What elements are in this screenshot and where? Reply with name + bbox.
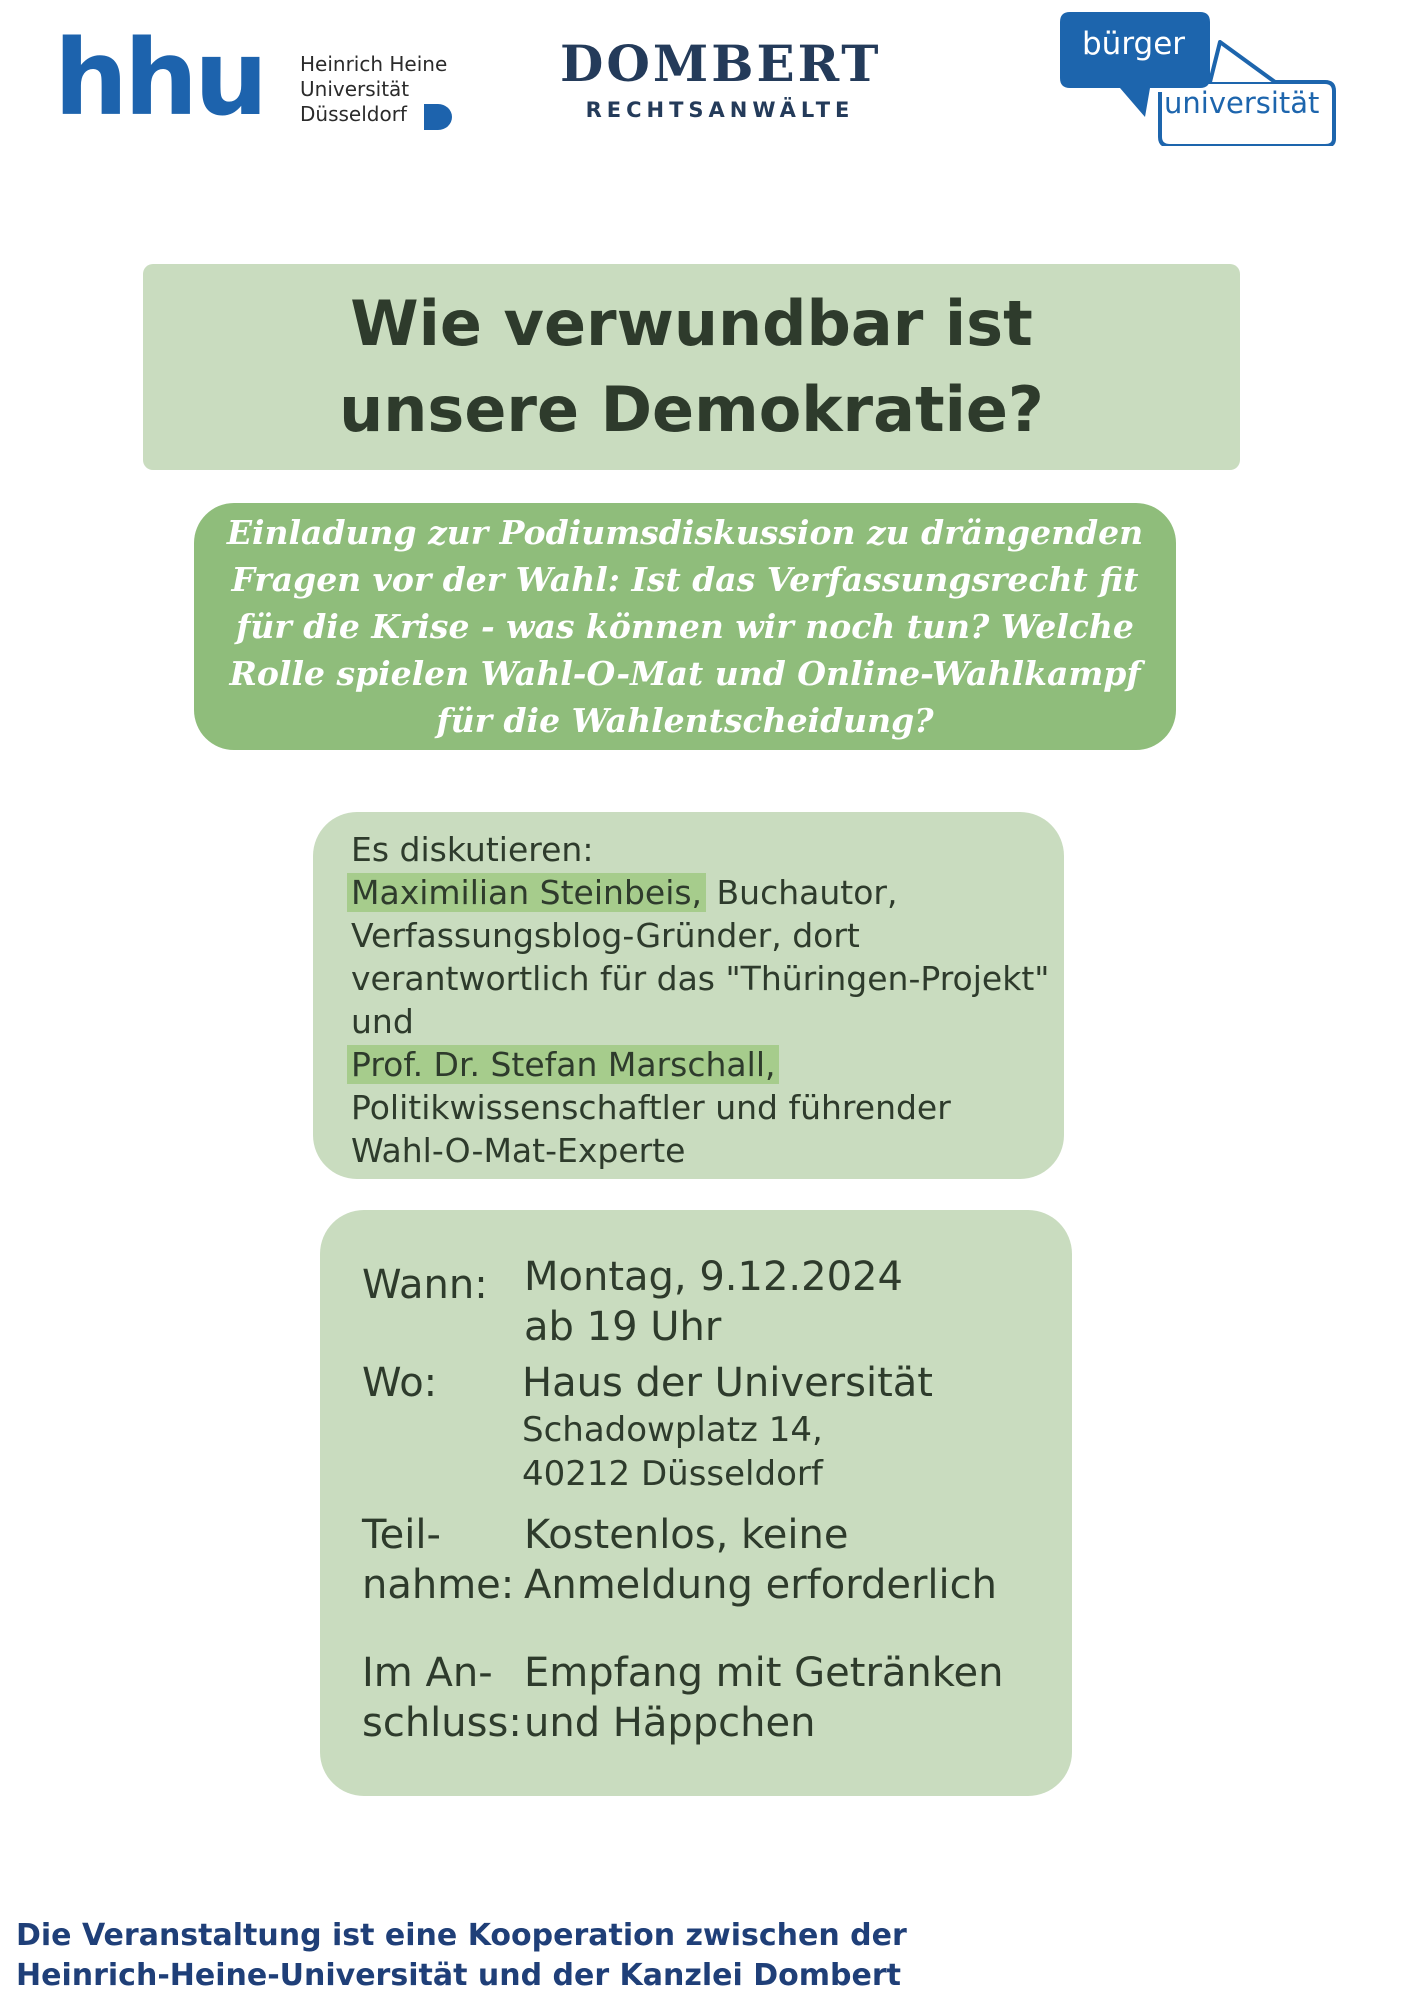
event-details-box <box>320 1210 1072 1796</box>
details-value-when-time: ab 19 Uhr <box>524 1304 722 1350</box>
details-label-participation <box>362 1510 517 1610</box>
hhu-logo-tab-icon <box>424 104 454 130</box>
details-label-when: Wann: <box>362 1262 488 1308</box>
details-value-afterwards-line2: und Häppchen <box>524 1700 816 1746</box>
panelists-heading: Es diskutieren: <box>351 830 594 869</box>
svg-text:hhu: hhu <box>54 30 265 122</box>
dombert-logo <box>560 34 882 122</box>
details-label-where: Wo: <box>362 1360 438 1406</box>
panelist-1-name: Maximilian Steinbeis, <box>347 873 706 912</box>
details-value-afterwards <box>524 1648 1054 1748</box>
page-title-line: unsere Demokratie? <box>339 373 1044 446</box>
hhu-logo-line: Universität <box>300 77 410 101</box>
panelist-1 <box>351 871 1051 1043</box>
dombert-logo-name: DOMBERT <box>560 34 882 93</box>
footer-line: Die Veranstaltung ist eine Kooperation zwischen der <box>16 1918 907 1953</box>
hhu-logo-line: Düsseldorf <box>300 102 407 126</box>
invitation-box <box>194 503 1176 750</box>
page-title <box>312 281 1072 453</box>
dombert-logo-subtitle: RECHTSANWÄLTE <box>585 98 855 122</box>
footer-line: Heinrich-Heine-Universität und der Kanzlei Dombert <box>16 1958 901 1993</box>
hhu-logo <box>54 30 279 122</box>
details-value-where-venue: Haus der Universität <box>522 1360 933 1406</box>
buergeruniversitaet-logo-word1: bürger <box>1082 26 1186 62</box>
details-label-afterwards <box>362 1648 522 1748</box>
panelist-1-role: Buchautor, Verfassungsblog-Gründer, dort verantwortlich für das "Thüringen-Projekt" und <box>351 873 1050 1041</box>
details-label-participation-part1: Teil- <box>362 1512 441 1558</box>
details-value-participation <box>524 1510 1054 1610</box>
panelist-2-role: Politikwissenschaftler und führender Wahl-O-Mat-Experte <box>351 1088 951 1170</box>
details-value-where-street: Schadowplatz 14, <box>522 1410 823 1450</box>
details-value-afterwards-line1: Empfang mit Getränken <box>524 1650 1004 1696</box>
details-value-participation-line1: Kostenlos, keine <box>524 1512 849 1558</box>
title-box <box>143 264 1240 470</box>
details-value-where-city: 40212 Düsseldorf <box>522 1454 823 1494</box>
details-value-where <box>522 1358 1052 1496</box>
details-value-when <box>524 1252 1054 1352</box>
buergeruniversitaet-logo-word2: universität <box>1164 86 1320 120</box>
hhu-logo-mark <box>54 30 279 122</box>
details-label-participation-part2: nahme: <box>362 1562 515 1608</box>
footer-cooperation-note <box>16 1916 1116 1996</box>
panelist-2-name: Prof. Dr. Stefan Marschall, <box>347 1045 779 1084</box>
panelists-text <box>351 828 1051 1172</box>
invitation-text: Einladung zur Podiumsdiskussion zu drängenden Fragen vor der Wahl: Ist das Verfassungsrecht fit für die Krise - was können wir noch tun? Welche Rolle spielen Wahl-O-Mat und Online-Wahlkampf für die Wahlentscheidung? <box>226 513 1144 740</box>
details-label-afterwards-part1: Im An- <box>362 1650 493 1696</box>
page-title-line: Wie verwundbar ist <box>350 287 1033 360</box>
panelist-2 <box>351 1043 1051 1172</box>
details-value-when-date: Montag, 9.12.2024 <box>524 1254 903 1300</box>
hhu-logo-line: Heinrich Heine <box>300 52 448 76</box>
details-label-afterwards-part2: schluss: <box>362 1700 522 1746</box>
details-value-participation-line2: Anmeldung erforderlich <box>524 1562 997 1608</box>
panelists-box <box>313 812 1064 1179</box>
